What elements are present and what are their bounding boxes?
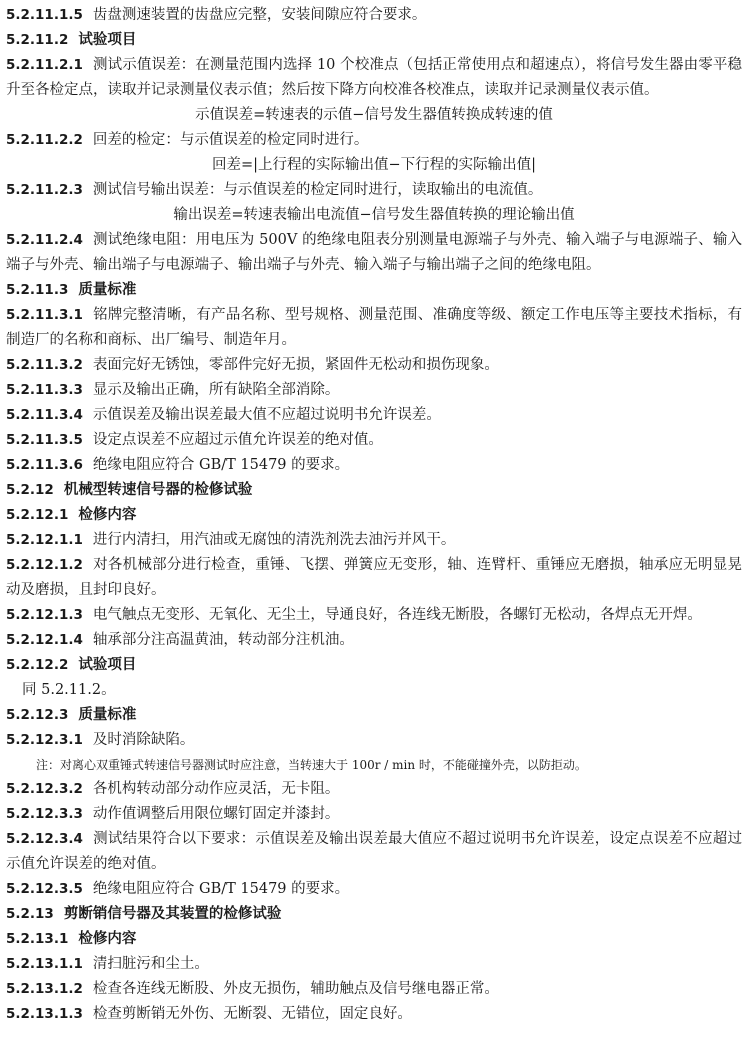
clause-number: 5.2.12.1.3 xyxy=(6,607,83,623)
clause-text: 绝缘电阻应符合 GB/T 15479 的要求。 xyxy=(92,881,350,897)
clause-text: 轴承部分注高温黄油，转动部分注机油。 xyxy=(92,632,354,648)
clause-item xyxy=(6,802,742,827)
clause-item xyxy=(6,877,742,902)
clause-text: 对各机械部分进行检查，重锤、飞摆、弹簧应无变形，轴、连臂杆、重锤应无磨损，轴承应无明显晃动及磨损，且封印良好。 xyxy=(6,557,742,598)
clause-text: 及时消除缺陷。 xyxy=(92,732,195,748)
clause-number: 5.2.11.3.1 xyxy=(6,307,83,323)
section-heading xyxy=(6,278,742,303)
clause-number: 5.2.12.3.1 xyxy=(6,732,83,748)
section-heading xyxy=(6,703,742,728)
clause-number: 5.2.13 xyxy=(6,906,54,922)
clause-number: 5.2.12.3.3 xyxy=(6,806,83,822)
clause-number: 5.2.12.3.4 xyxy=(6,831,83,847)
clause-number: 5.2.11.2.1 xyxy=(6,57,83,73)
clause-text: 机械型转速信号器的检修试验 xyxy=(63,482,253,498)
formula-line: 回差=|上行程的实际输出值−下行程的实际输出值| xyxy=(211,157,537,173)
clause-text: 检修内容 xyxy=(78,931,137,947)
clause-text: 显示及输出正确，所有缺陷全部消除。 xyxy=(92,382,340,398)
clause-item xyxy=(6,403,742,428)
paragraph-text: 同 5.2.11.2。 xyxy=(22,682,116,698)
clause-item xyxy=(6,378,742,403)
section-heading xyxy=(6,927,742,952)
clause-number: 5.2.13.1.1 xyxy=(6,956,83,972)
clause-text: 各机构转动部分动作应灵活，无卡阻。 xyxy=(92,781,340,797)
section-heading xyxy=(6,28,742,53)
clause-text: 铭牌完整清晰，有产品名称、型号规格、测量范围、准确度等级、额定工作电压等主要技术指标，有制造厂的名称和商标、出厂编号、制造年月。 xyxy=(6,307,742,348)
clause-text: 电气触点无变形、无氧化、无尘土，导通良好，各连线无断股，各螺钉无松动，各焊点无开焊。 xyxy=(92,607,702,623)
clause-number: 5.2.11.3.4 xyxy=(6,407,83,423)
clause-text: 试验项目 xyxy=(78,657,137,673)
clause-item xyxy=(6,628,742,653)
clause-number: 5.2.11.2.3 xyxy=(6,182,83,198)
clause-text: 测试示值误差：在测量范围内选择 10 个校准点（包括正常使用点和超速点），将信号发生器由零平稳升至各检定点，读取并记录测量仪表示值；然后按下降方向校准各校准点，读取并记录测量仪表示值。 xyxy=(6,57,742,98)
clause-text: 绝缘电阻应符合 GB/T 15479 的要求。 xyxy=(92,457,350,473)
section-heading xyxy=(6,653,742,678)
clause-item xyxy=(6,453,742,478)
clause-number: 5.2.11.1.5 xyxy=(6,7,83,23)
clause-number: 5.2.12.1.1 xyxy=(6,532,83,548)
clause-number: 5.2.13.1.2 xyxy=(6,981,83,997)
clause-number: 5.2.12 xyxy=(6,482,54,498)
clause-number: 5.2.11.2.4 xyxy=(6,232,83,248)
clause-number: 5.2.12.1.4 xyxy=(6,632,83,648)
clause-text: 进行内清扫，用汽油或无腐蚀的清洗剂洗去油污并风干。 xyxy=(92,532,456,548)
clause-text: 表面完好无锈蚀，零部件完好无损，紧固件无松动和损伤现象。 xyxy=(92,357,499,373)
clause-item xyxy=(6,553,742,603)
clause-text: 回差的检定：与示值误差的检定同时进行。 xyxy=(92,132,369,148)
clause-text: 检查剪断销无外伤、无断裂、无错位，固定良好。 xyxy=(92,1006,412,1022)
section-heading xyxy=(6,902,742,927)
clause-item xyxy=(6,728,742,753)
clause-item xyxy=(6,53,742,103)
note-text: 注：对离心双重锤式转速信号器测试时应注意，当转速大于 100r / min 时，不能碰撞外壳，以防拒动。 xyxy=(36,758,587,772)
clause-number: 5.2.13.1.3 xyxy=(6,1006,83,1022)
clause-number: 5.2.12.2 xyxy=(6,657,69,673)
clause-text: 检查各连线无断股、外皮无损伤，辅助触点及信号继电器正常。 xyxy=(92,981,499,997)
clause-number: 5.2.12.3 xyxy=(6,707,69,723)
clause-text: 质量标准 xyxy=(78,282,137,298)
clause-item xyxy=(6,827,742,877)
clause-text: 质量标准 xyxy=(78,707,137,723)
clause-text: 齿盘测速装置的齿盘应完整，安装间隙应符合要求。 xyxy=(92,7,427,23)
clause-item xyxy=(6,428,742,453)
clause-text: 检修内容 xyxy=(78,507,137,523)
clause-number: 5.2.12.3.5 xyxy=(6,881,83,897)
clause-text: 测试绝缘电阻：用电压为 500V 的绝缘电阻表分别测量电源端子与外壳、输入端子与电源端子、输入端子与外壳、输出端子与电源端子、输出端子与外壳、输入端子与输出端子之间的绝缘电阻。 xyxy=(6,232,742,273)
clause-number: 5.2.11.3 xyxy=(6,282,69,298)
clause-number: 5.2.11.2.2 xyxy=(6,132,83,148)
clause-number: 5.2.12.1 xyxy=(6,507,69,523)
clause-item xyxy=(6,977,742,1002)
clause-text: 试验项目 xyxy=(78,32,137,48)
clause-item xyxy=(6,353,742,378)
clause-item xyxy=(6,178,742,203)
clause-number: 5.2.11.3.6 xyxy=(6,457,83,473)
clause-number: 5.2.13.1 xyxy=(6,931,69,947)
clause-number: 5.2.11.2 xyxy=(6,32,69,48)
clause-number: 5.2.12.3.2 xyxy=(6,781,83,797)
clause-text: 设定点误差不应超过示值允许误差的绝对值。 xyxy=(92,432,383,448)
clause-text: 测试信号输出误差：与示值误差的检定同时进行，读取输出的电流值。 xyxy=(92,182,543,198)
clause-item xyxy=(6,603,742,628)
section-heading xyxy=(6,478,742,503)
clause-item xyxy=(6,228,742,278)
clause-number: 5.2.11.3.2 xyxy=(6,357,83,373)
clause-item xyxy=(6,1002,742,1027)
clause-item xyxy=(6,303,742,353)
clause-item xyxy=(6,3,742,28)
clause-item xyxy=(6,528,742,553)
clause-text: 剪断销信号器及其装置的检修试验 xyxy=(63,906,282,922)
clause-item xyxy=(6,952,742,977)
clause-text: 动作值调整后用限位螺钉固定并漆封。 xyxy=(92,806,340,822)
formula-line: 输出误差=转速表输出电流值−信号发生器值转换的理论输出值 xyxy=(173,207,575,223)
clause-number: 5.2.11.3.5 xyxy=(6,432,83,448)
clause-text: 示值误差及输出误差最大值不应超过说明书允许误差。 xyxy=(92,407,441,423)
clause-number: 5.2.11.3.3 xyxy=(6,382,83,398)
clause-number: 5.2.12.1.2 xyxy=(6,557,83,573)
clause-item xyxy=(6,777,742,802)
section-heading xyxy=(6,503,742,528)
clause-item xyxy=(6,128,742,153)
formula-line: 示值误差=转速表的示值−信号发生器值转换成转速的值 xyxy=(195,107,553,123)
clause-text: 清扫脏污和尘土。 xyxy=(92,956,209,972)
clause-text: 测试结果符合以下要求：示值误差及输出误差最大值应不超过说明书允许误差，设定点误差不应超过示值允许误差的绝对值。 xyxy=(6,831,742,872)
